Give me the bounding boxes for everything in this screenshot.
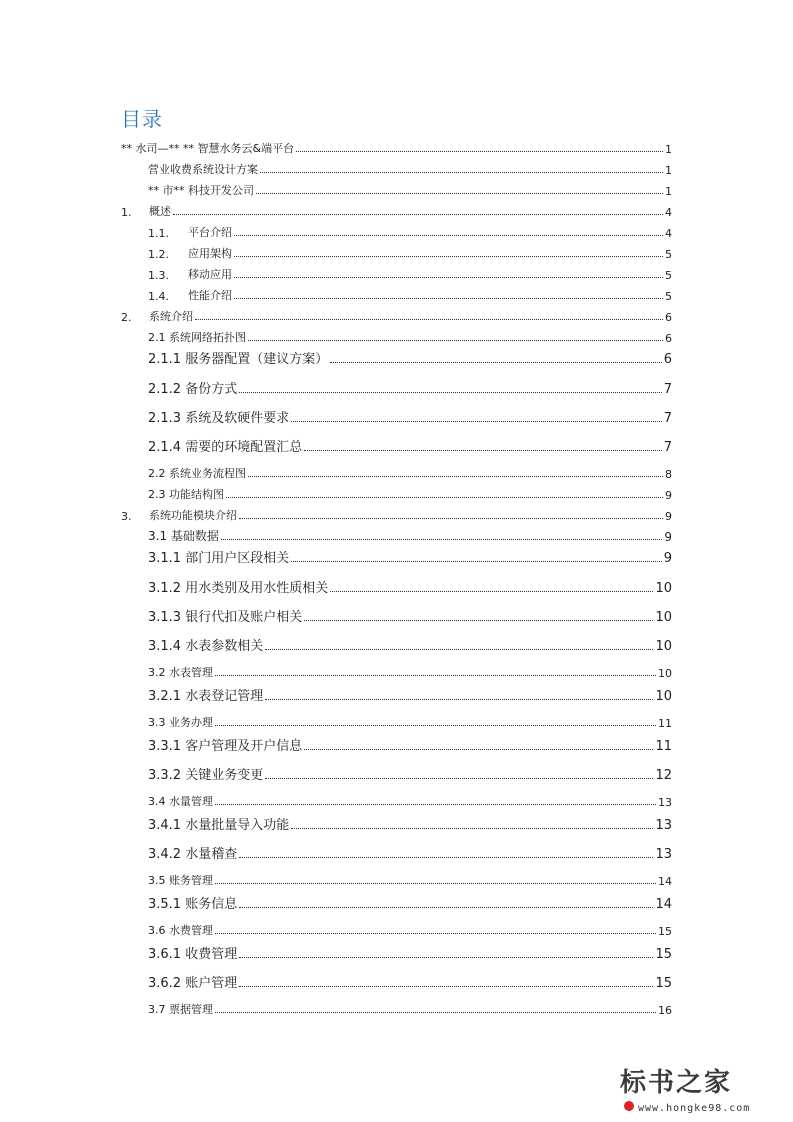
dot-leader (234, 235, 663, 236)
toc-entry-label: 3.7 票据管理 (148, 1003, 213, 1016)
toc-entry[interactable] (148, 606, 672, 625)
dot-leader (234, 298, 663, 299)
toc-entry[interactable] (148, 635, 672, 654)
toc-entry-label: 3.1.2 用水类别及用水性质相关 (148, 581, 329, 596)
toc-entry-page: 4 (665, 206, 672, 219)
toc-entry-label: 2.1.2 备份方式 (148, 382, 238, 397)
toc-entry[interactable] (148, 329, 672, 345)
toc-entry[interactable] (148, 465, 672, 481)
toc-entry-page: 9 (663, 551, 672, 566)
dot-leader (239, 857, 653, 858)
toc-entry[interactable] (121, 140, 672, 156)
toc-entry-page: 9 (665, 489, 672, 502)
toc-entry[interactable] (148, 685, 672, 704)
toc-entry-label: 平台介绍 (188, 226, 232, 239)
toc-entry[interactable] (148, 224, 672, 240)
dot-leader (195, 319, 663, 320)
toc-entry-number: 1.1. (148, 227, 169, 240)
toc-entry[interactable] (148, 486, 672, 502)
toc-entry-label: 3.4.1 水量批量导入功能 (148, 818, 290, 833)
watermark (610, 1062, 790, 1114)
toc-entry-page: 5 (665, 269, 672, 282)
dot-leader (215, 933, 656, 934)
toc-entry-label: 3.1.1 部门用户区段相关 (148, 551, 290, 566)
toc-entry[interactable] (148, 735, 672, 754)
dot-leader (173, 214, 663, 215)
toc-entry[interactable] (121, 203, 672, 219)
toc-entry-page: 5 (665, 248, 672, 261)
toc-entry-page: 1 (665, 164, 672, 177)
toc-entry-label: 2.1 系统网络拓扑图 (148, 331, 246, 344)
toc-entry-number: 1. (121, 206, 132, 219)
toc-entry-page: 11 (658, 717, 672, 730)
toc-entry-label: 移动应用 (188, 268, 232, 281)
toc-entry-label: 3.6.1 收费管理 (148, 947, 238, 962)
toc-entry-page: 13 (655, 818, 672, 833)
toc-entry-page: 7 (663, 440, 672, 455)
dot-leader (291, 561, 662, 562)
toc-entry-label: 营业收费系统设计方案 (148, 163, 258, 176)
dot-leader (239, 392, 662, 393)
toc-entry-number: 1.3. (148, 269, 169, 282)
toc-entry[interactable] (148, 922, 672, 938)
toc-entry[interactable] (148, 814, 672, 833)
toc-entry-number: 3. (121, 510, 132, 523)
toc-entry-label: 3.1.3 银行代扣及账户相关 (148, 610, 303, 625)
dot-leader (304, 620, 653, 621)
toc-entry-page: 10 (655, 610, 672, 625)
dot-leader (304, 450, 662, 451)
toc-entry[interactable] (148, 287, 672, 303)
dot-leader (256, 193, 663, 194)
dot-leader (248, 340, 663, 341)
dot-leader (239, 986, 653, 987)
toc-entry-page: 1 (665, 143, 672, 156)
toc-entry-page: 15 (655, 976, 672, 991)
dot-leader (234, 277, 663, 278)
toc-entry-page: 12 (655, 768, 672, 783)
toc-entry-label: 2.3 功能结构图 (148, 488, 224, 501)
toc-entry[interactable] (148, 843, 672, 862)
toc-entry-label: ** 水司—** ** 智慧水务云&端平台 (121, 142, 295, 155)
toc-entry[interactable] (148, 348, 672, 367)
toc-entry-label: 系统介绍 (149, 310, 193, 323)
dot-leader (239, 957, 653, 958)
dot-leader (265, 699, 653, 700)
toc-title: 目录 (121, 107, 163, 131)
toc-entry-page: 6 (665, 332, 672, 345)
toc-entry-label: 系统功能模块介绍 (149, 509, 237, 522)
toc-entry-page: 13 (655, 847, 672, 862)
toc-entry[interactable] (148, 547, 672, 566)
toc-entry-label: 3.4 水量管理 (148, 795, 213, 808)
toc-entry-page: 10 (655, 639, 672, 654)
toc-entry-page: 6 (665, 311, 672, 324)
dot-leader (291, 421, 662, 422)
toc-entry-label: 性能介绍 (188, 289, 232, 302)
toc-entry[interactable] (148, 664, 672, 680)
toc-entry[interactable] (148, 764, 672, 783)
toc-entry[interactable] (148, 793, 672, 809)
toc-entry-page: 11 (655, 739, 672, 754)
toc-entry-label: 3.3 业务办理 (148, 716, 213, 729)
toc-entry-label: 3.6.2 账户管理 (148, 976, 238, 991)
toc-entry[interactable] (148, 161, 672, 177)
dot-leader (226, 497, 663, 498)
toc-entry-label: 3.2 水表管理 (148, 666, 213, 679)
toc-entry[interactable] (148, 378, 672, 397)
toc-entry-page: 1 (665, 185, 672, 198)
toc-entry[interactable] (148, 972, 672, 991)
toc-entry-label: 2.1.1 服务器配置（建议方案） (148, 352, 329, 367)
toc-entry-label: 概述 (149, 205, 171, 218)
toc-entry-label: 3.5 账务管理 (148, 874, 213, 887)
toc-entry-label: 3.3.1 客户管理及开户信息 (148, 739, 303, 754)
toc-entry-label: 2.2 系统业务流程图 (148, 467, 246, 480)
toc-entry[interactable] (148, 714, 672, 730)
toc-entry[interactable] (148, 407, 672, 426)
dot-leader (330, 362, 662, 363)
toc-entry-page: 7 (663, 382, 672, 397)
toc-entry-label: 3.4.2 水量稽查 (148, 847, 238, 862)
toc-entry-page: 10 (655, 689, 672, 704)
toc-entry-page: 5 (665, 290, 672, 303)
toc-entry-page: 4 (665, 227, 672, 240)
dot-leader (215, 804, 656, 805)
toc-entry-label: 2.1.4 需要的环境配置汇总 (148, 440, 303, 455)
toc-entry[interactable] (148, 182, 672, 198)
dot-leader (234, 256, 663, 257)
toc-entry-label: 3.5.1 账务信息 (148, 897, 238, 912)
watermark-url: www.hongke98.com (638, 1103, 751, 1114)
toc-entry-page: 16 (658, 1004, 672, 1017)
toc-entry-label: 3.1.4 水表参数相关 (148, 639, 264, 654)
toc-entry-label: 3.3.2 关键业务变更 (148, 768, 264, 783)
toc-entry-number: 1.2. (148, 248, 169, 261)
dot-leader (330, 591, 653, 592)
toc-entry[interactable] (148, 245, 672, 261)
toc-entry-page: 9 (664, 530, 672, 544)
watermark-brand: 标书之家 (620, 1068, 733, 1098)
dot-leader (221, 539, 662, 540)
toc-entry-number: 1.4. (148, 290, 169, 303)
toc-entry[interactable] (148, 943, 672, 962)
toc-entry[interactable] (148, 266, 672, 282)
dot-leader (239, 907, 653, 908)
toc-entry-page: 10 (658, 667, 672, 680)
watermark-dot-icon (624, 1101, 634, 1111)
dot-leader (239, 518, 663, 519)
dot-leader (260, 172, 663, 173)
dot-leader (248, 476, 663, 477)
toc-entry[interactable] (121, 308, 672, 324)
toc-entry-page: 14 (655, 897, 672, 912)
toc-entry[interactable] (121, 507, 672, 523)
dot-leader (291, 828, 653, 829)
toc-entry-label: 3.2.1 水表登记管理 (148, 689, 264, 704)
toc-entry[interactable] (148, 893, 672, 912)
dot-leader (296, 151, 663, 152)
toc-entry[interactable] (148, 872, 672, 888)
toc-entry-page: 7 (663, 411, 672, 426)
toc-entry-page: 9 (665, 510, 672, 523)
toc-entry-number: 2. (121, 311, 132, 324)
toc-entry-page: 6 (663, 352, 672, 367)
toc-entry-label: 应用架构 (188, 247, 232, 260)
toc-entry-label: 3.6 水费管理 (148, 924, 213, 937)
toc-entry-page: 15 (658, 925, 672, 938)
toc-entry-page: 10 (655, 581, 672, 596)
toc-entry[interactable] (148, 577, 672, 596)
toc-entry-label: 2.1.3 系统及软硬件要求 (148, 411, 290, 426)
dot-leader (215, 675, 656, 676)
dot-leader (265, 778, 653, 779)
dot-leader (215, 1012, 656, 1013)
toc-entry-page: 14 (658, 875, 672, 888)
toc-entry[interactable] (148, 436, 672, 455)
toc-entry-page: 8 (665, 468, 672, 481)
toc-entry-page: 13 (658, 796, 672, 809)
toc-entry-page: 15 (655, 947, 672, 962)
dot-leader (215, 883, 656, 884)
dot-leader (265, 649, 653, 650)
dot-leader (215, 725, 656, 726)
toc-entry-label: 3.1 基础数据 (148, 529, 219, 543)
dot-leader (304, 749, 653, 750)
toc-entry[interactable] (148, 1001, 672, 1017)
toc-entry[interactable] (148, 527, 672, 544)
toc-entry-label: ** 市** 科技开发公司 (148, 184, 254, 197)
